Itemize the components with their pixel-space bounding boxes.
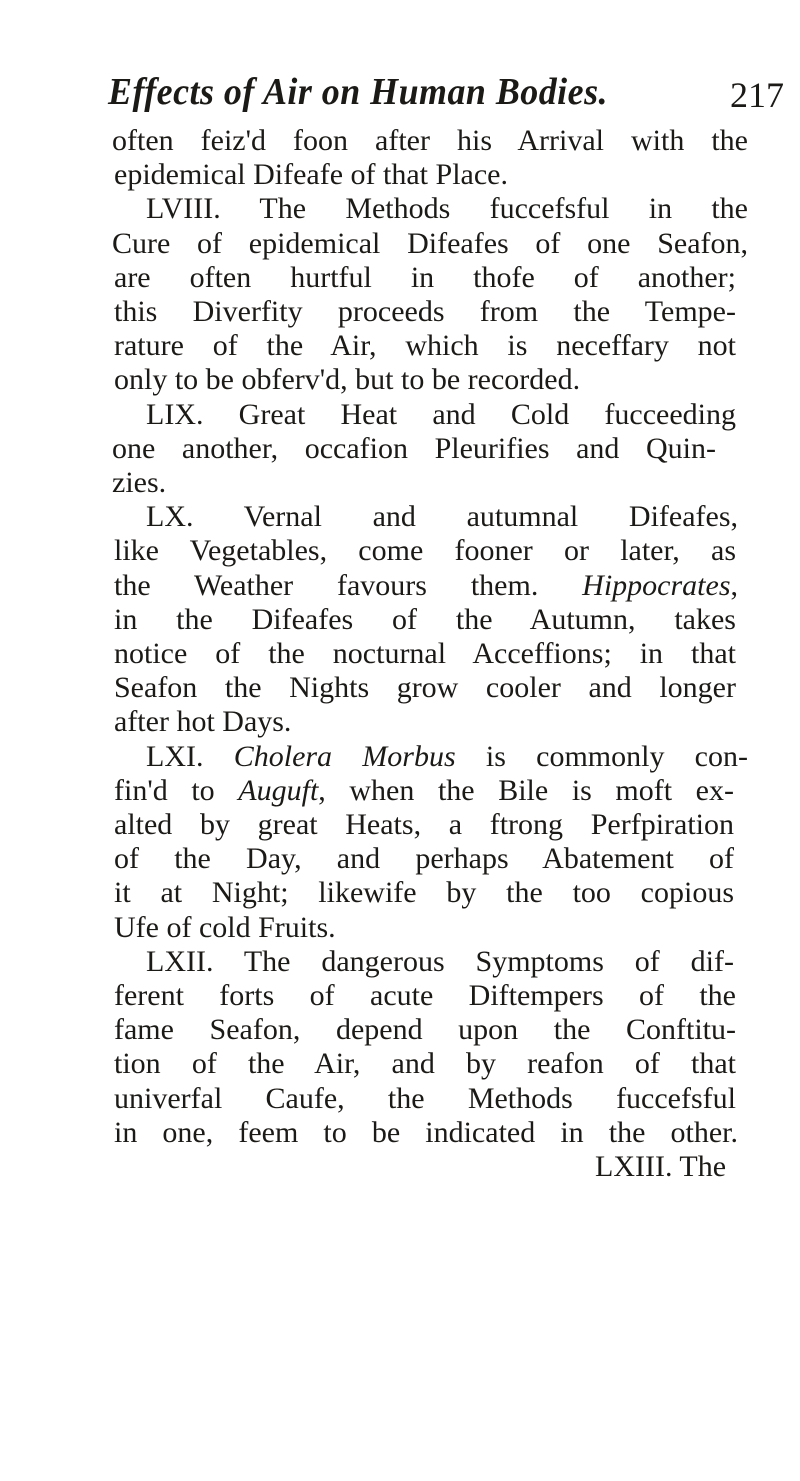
line-text: zies. xyxy=(112,466,167,499)
text-line xyxy=(114,808,734,842)
line-text: LVIII. The Methods fuccefsful in the xyxy=(146,192,748,226)
text-line xyxy=(114,1047,736,1081)
line-text: Cure of epidemical Difeafes of one Seafon, xyxy=(112,226,748,260)
text-line xyxy=(112,432,716,466)
line-text: the Weather favours them. xyxy=(114,568,583,602)
line-text: often feiz'd foon after his Arrival with the xyxy=(112,124,748,157)
line-text: fame Seafon, depend upon the Conftitu- xyxy=(114,1013,736,1047)
line-text-tail: , when the Bile is moft ex- xyxy=(318,773,734,807)
line-text: it at Night; likewife by the too copious xyxy=(114,876,734,910)
text-line xyxy=(114,705,291,739)
text-line xyxy=(114,637,736,671)
text-line xyxy=(114,1116,738,1150)
page-header xyxy=(0,70,800,130)
running-title: Effects of Air on Human Bodies. xyxy=(108,71,608,113)
line-text: LIX. Great Heat and Cold fucceeding xyxy=(146,397,736,431)
line-text: Ufe of cold Fruits. xyxy=(114,910,336,944)
text-line xyxy=(114,603,736,637)
line-text: notice of the nocturnal Acceffions; in that xyxy=(114,637,736,670)
line-text: LXI. xyxy=(146,739,234,773)
text-line xyxy=(146,945,734,979)
text-line xyxy=(114,671,736,705)
line-text-tail: , xyxy=(730,568,738,602)
line-text: are often hurtful in thofe of another; xyxy=(114,260,736,294)
text-line xyxy=(114,329,736,363)
text-line xyxy=(146,192,748,226)
text-line xyxy=(146,500,738,534)
line-text: LXII. The dangerous Symptoms of dif- xyxy=(146,944,734,978)
catchword: LXIII. The xyxy=(595,1150,727,1183)
text-line xyxy=(112,227,748,261)
line-text: rature of the Air, which is neceffary not xyxy=(114,329,736,363)
line-text: this Diverfity proceeds from the Tempe- xyxy=(114,295,736,328)
text-line xyxy=(114,979,736,1013)
text-line xyxy=(114,534,736,568)
text-line xyxy=(114,774,734,808)
text-line xyxy=(112,124,748,158)
italic-text: Auguft xyxy=(238,773,319,807)
text-line xyxy=(114,295,736,329)
text-line xyxy=(146,398,736,432)
line-text: only to be obferv'd, but to be recorded. xyxy=(114,363,581,397)
text-line xyxy=(114,363,580,397)
line-text: ferent forts of acute Diftempers of the xyxy=(114,979,736,1012)
line-text: in one, feem to be indicated in the other. xyxy=(114,1115,738,1149)
text-line xyxy=(114,158,508,192)
line-text: of the Day, and perhaps Abatement of xyxy=(114,842,734,876)
text-line xyxy=(114,876,734,910)
text-line xyxy=(114,569,738,603)
line-text: one another, occafion Pleurifies and Quin- xyxy=(112,431,716,465)
text-line xyxy=(114,1013,736,1047)
text-line xyxy=(114,842,734,876)
text-line xyxy=(146,740,748,774)
line-text: univerfal Caufe, the Methods fuccefsful xyxy=(114,1081,736,1115)
italic-text: Cholera Morbus xyxy=(233,739,456,773)
italic-text: Hippocrates xyxy=(582,568,731,602)
line-text: tion of the Air, and by reafon of that xyxy=(114,1047,736,1081)
line-text-tail: is commonly con- xyxy=(455,739,748,773)
text-line xyxy=(114,261,736,295)
line-text: like Vegetables, come fooner or later, as xyxy=(114,534,736,568)
line-text: LX. Vernal and autumnal Difeafes, xyxy=(146,500,738,534)
line-text: in the Difeafes of the Autumn, takes xyxy=(114,602,736,636)
line-text: epidemical Difeafe of that Place. xyxy=(114,158,508,192)
line-text: Seafon the Nights grow cooler and longer xyxy=(114,671,736,705)
text-line xyxy=(114,1082,736,1116)
text-line xyxy=(114,911,336,945)
text-line xyxy=(112,466,166,500)
page-number: 217 xyxy=(730,75,784,115)
line-text: alted by great Heats, a ftrong Perfpiration xyxy=(114,808,734,841)
line-text: fin'd to xyxy=(114,773,239,807)
line-text: after hot Days. xyxy=(114,705,292,739)
